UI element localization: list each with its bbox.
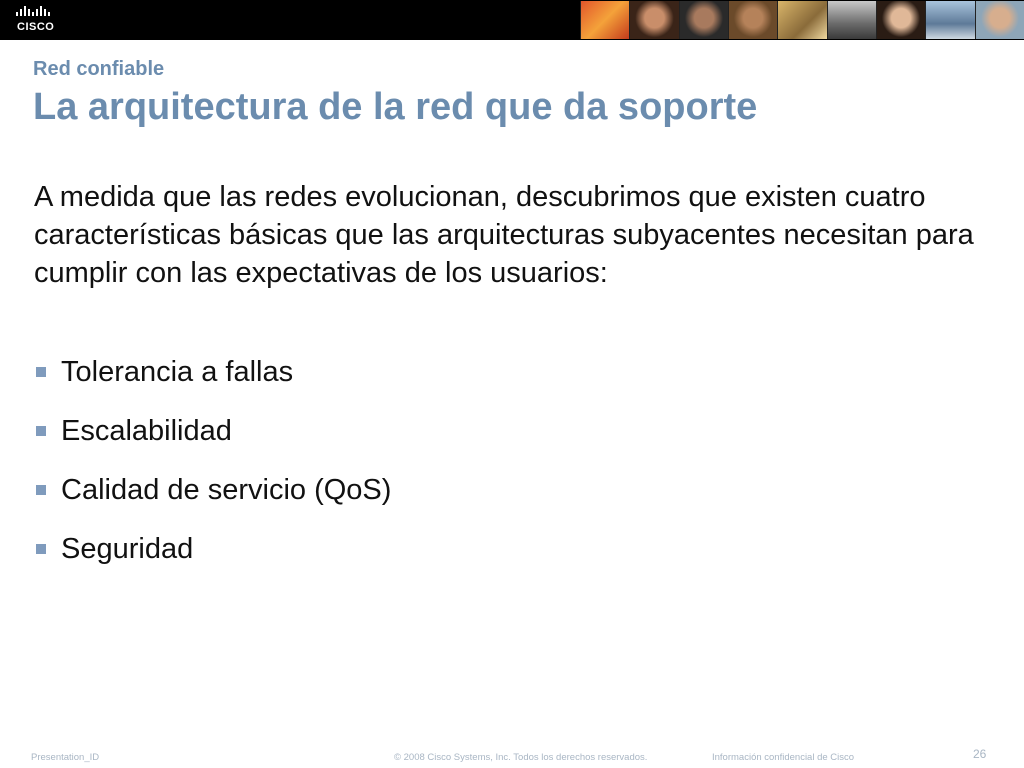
footer-presentation-id: Presentation_ID: [31, 752, 100, 763]
bullet-item: [34, 471, 391, 509]
slide-title: La arquitectura de la red que da soporte: [33, 86, 758, 128]
bullet-text: Seguridad: [61, 533, 194, 565]
bullet-item: [34, 412, 391, 450]
photo-cityscape: [827, 1, 876, 39]
photo-woman-1: [629, 1, 678, 39]
photo-woman-3: [876, 1, 925, 39]
footer-copyright: © 2008 Cisco Systems, Inc. Todos los derechos reservados.: [394, 752, 648, 763]
page-number: 26: [973, 747, 987, 761]
header-bar: [0, 0, 1024, 40]
square-bullet-icon: [36, 544, 46, 554]
footer-confidential: Información confidencial de Cisco: [712, 752, 855, 763]
bullet-text: Tolerancia a fallas: [61, 356, 294, 388]
bullet-text: Calidad de servicio (QoS): [61, 474, 392, 506]
photo-man-4: [975, 1, 1024, 39]
bullet-item: [34, 530, 391, 568]
photo-autumn-leaves: [580, 1, 629, 39]
bullet-text: Escalabilidad: [61, 415, 232, 447]
slide-subtitle: Red confiable: [33, 58, 165, 80]
intro-paragraph: A medida que las redes evolucionan, descubrimos que existen cuatro características básicas que las arquitecturas subyacentes necesitan para cumplir con las expectativas de los usuarios:: [34, 181, 974, 289]
photo-woman-2: [777, 1, 826, 39]
photo-man-3: [925, 1, 974, 39]
square-bullet-icon: [36, 485, 46, 495]
bullet-list: [34, 353, 391, 589]
header-photo-strip: [580, 1, 1024, 39]
cisco-logo-text: CISCO: [17, 21, 55, 33]
bullet-item: [34, 353, 391, 391]
cisco-bars-icon: [15, 6, 59, 18]
square-bullet-icon: [36, 367, 46, 377]
photo-man-1: [679, 1, 728, 39]
cisco-logo: [15, 6, 59, 34]
square-bullet-icon: [36, 426, 46, 436]
photo-man-2: [728, 1, 777, 39]
